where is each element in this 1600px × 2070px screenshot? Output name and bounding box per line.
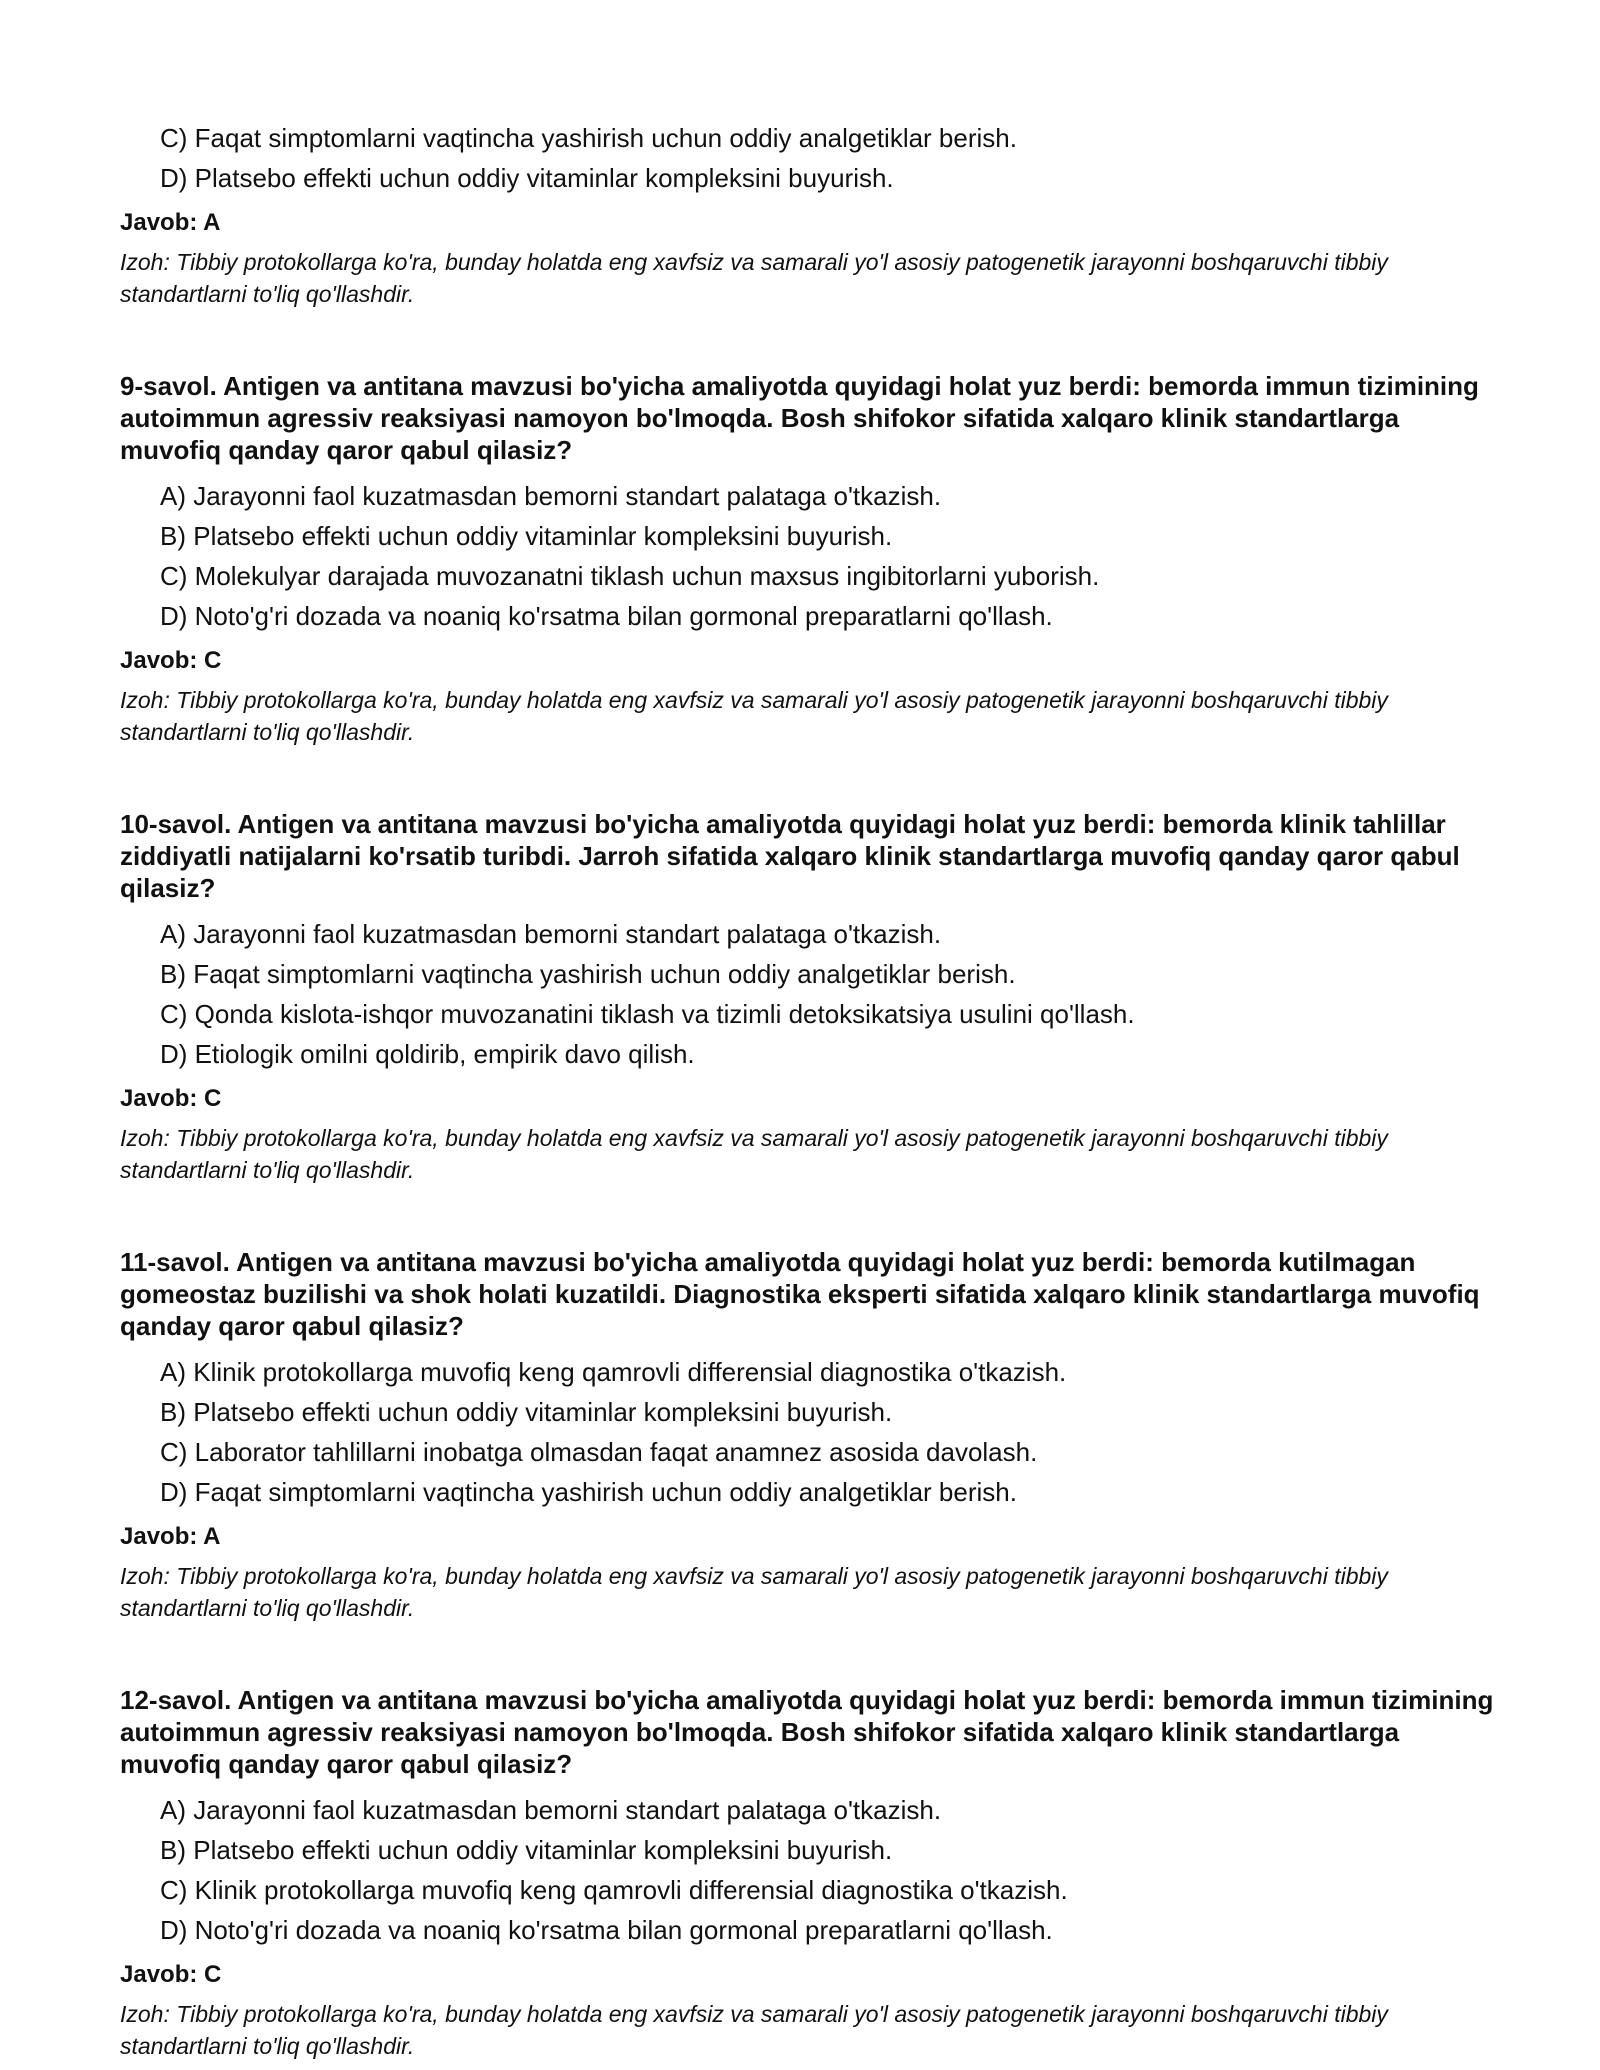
option-d: D) Noto'g'ri dozada va noaniq ko'rsatma bilan gormonal preparatlarni qo'llash. [160,601,1053,631]
answer-label: Javob: C [120,1961,222,1988]
question-11 [120,1246,1500,1624]
question-8-continuation [120,118,1500,310]
option-d: D) Noto'g'ri dozada va noaniq ko'rsatma bilan gormonal preparatlarni qo'llash. [160,1915,1053,1945]
option-d: D) Platsebo effekti uchun oddiy vitaminlar kompleksini buyurish. [160,163,894,193]
option-d: D) Etiologik omilni qoldirib, empirik davo qilish. [160,1039,695,1069]
option-c: C) Molekulyar darajada muvozanatni tiklash uchun maxsus ingibitorlarni yuborish. [160,561,1100,591]
explanation-note: Izoh: Tibbiy protokollarga ko'ra, bunday holatda eng xavfsiz va samarali yo'l asosiy patogenetik jarayonni boshqaruvchi tibbiy standartlarni to'liq qo'llashdir. [120,1563,1388,1621]
question-title: 9-savol. Antigen va antitana mavzusi bo'yicha amaliyotda quyidagi holat yuz berdi: bemorda immun tizimining autoimmun agressiv reaksiyasi namoyon bo'lmoqda. Bosh shifokor sifatida xalqaro klinik standartlarga muvofiq qanday qaror qabul qilasiz? [120,371,1479,465]
option-d: D) Faqat simptomlarni vaqtincha yashirish uchun oddiy analgetiklar berish. [160,1477,1017,1507]
question-9 [120,370,1500,748]
option-b: B) Platsebo effekti uchun oddiy vitaminlar kompleksini buyurish. [160,521,893,551]
explanation-note: Izoh: Tibbiy protokollarga ko'ra, bunday holatda eng xavfsiz va samarali yo'l asosiy patogenetik jarayonni boshqaruvchi tibbiy standartlarni to'liq qo'llashdir. [120,1125,1388,1183]
question-title: 12-savol. Antigen va antitana mavzusi bo'yicha amaliyotda quyidagi holat yuz berdi: bemorda immun tizimining autoimmun agressiv reaksiyasi namoyon bo'lmoqda. Bosh shifokor sifatida xalqaro klinik standartlarga muvofiq qanday qaror qabul qilasiz? [120,1685,1494,1779]
option-c: C) Klinik protokollarga muvofiq keng qamrovli differensial diagnostika o'tkazish. [160,1875,1068,1905]
question-title: 10-savol. Antigen va antitana mavzusi bo'yicha amaliyotda quyidagi holat yuz berdi: bemorda klinik tahlillar ziddiyatli natijalarni ko'rsatib turibdi. Jarroh sifatida xalqaro klinik standartlarga muvofiq qanday qaror qabul qilasiz? [120,809,1460,903]
option-c: C) Faqat simptomlarni vaqtincha yashirish uchun oddiy analgetiklar berish. [160,123,1017,153]
document-page [120,118,1500,2062]
question-10 [120,808,1500,1186]
option-c: C) Qonda kislota-ishqor muvozanatini tiklash va tizimli detoksikatsiya usulini qo'llash. [160,999,1135,1029]
answer-label: Javob: C [120,1085,222,1112]
answer-label: Javob: A [120,209,221,236]
option-a: A) Jarayonni faol kuzatmasdan bemorni standart palataga o'tkazish. [160,1795,942,1825]
answer-label: Javob: A [120,1523,221,1550]
explanation-note: Izoh: Tibbiy protokollarga ko'ra, bunday holatda eng xavfsiz va samarali yo'l asosiy patogenetik jarayonni boshqaruvchi tibbiy standartlarni to'liq qo'llashdir. [120,249,1388,307]
question-title: 11-savol. Antigen va antitana mavzusi bo'yicha amaliyotda quyidagi holat yuz berdi: bemorda kutilmagan gomeostaz buzilishi va shok holati kuzatildi. Diagnostika eksperti sifatida xalqaro klinik standartlarga muvofiq qanday qaror qabul qilasiz? [120,1247,1480,1341]
explanation-note: Izoh: Tibbiy protokollarga ko'ra, bunday holatda eng xavfsiz va samarali yo'l asosiy patogenetik jarayonni boshqaruvchi tibbiy standartlarni to'liq qo'llashdir. [120,2001,1388,2059]
question-12 [120,1684,1500,2062]
explanation-note: Izoh: Tibbiy protokollarga ko'ra, bunday holatda eng xavfsiz va samarali yo'l asosiy patogenetik jarayonni boshqaruvchi tibbiy standartlarni to'liq qo'llashdir. [120,687,1388,745]
option-a: A) Jarayonni faol kuzatmasdan bemorni standart palataga o'tkazish. [160,481,942,511]
option-b: B) Platsebo effekti uchun oddiy vitaminlar kompleksini buyurish. [160,1397,893,1427]
option-b: B) Platsebo effekti uchun oddiy vitaminlar kompleksini buyurish. [160,1835,893,1865]
option-b: B) Faqat simptomlarni vaqtincha yashirish uchun oddiy analgetiklar berish. [160,959,1016,989]
option-a: A) Jarayonni faol kuzatmasdan bemorni standart palataga o'tkazish. [160,919,942,949]
option-a: A) Klinik protokollarga muvofiq keng qamrovli differensial diagnostika o'tkazish. [160,1357,1067,1387]
answer-label: Javob: C [120,647,222,674]
option-c: C) Laborator tahlillarni inobatga olmasdan faqat anamnez asosida davolash. [160,1437,1038,1467]
